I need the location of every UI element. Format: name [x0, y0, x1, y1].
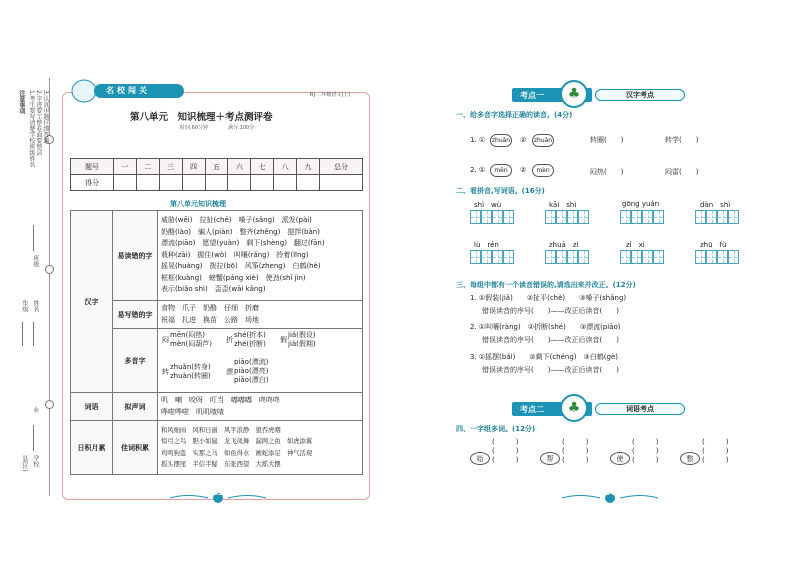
q2-pinyin: zhuā zi — [549, 241, 579, 249]
easy-read-line: 漂流(piāo) 愿望(yuàn) 剩下(shèng) 翻过(fān) — [161, 239, 325, 248]
q1-choice[interactable]: zhuǎn — [490, 134, 512, 147]
onomato-content — [158, 393, 363, 421]
q2-pinyin: kāi shì — [549, 201, 577, 209]
easy-read-line: 摇晃(huàng) 拨拉(bō) 风筝(zheng) 白鹤(hè) — [161, 262, 321, 271]
onomato-line: 叽 喇 咬呀 叮当 嘟嘟嘟 咚咚咚 — [161, 396, 280, 405]
jia-line: 鸡鸣狗盗 实那之马 如鱼得水 画蛇添足 神气活现 — [161, 449, 313, 457]
easy-read-line: 威胁(wēi) 拉扯(chě) 嗓子(sǎng) 派发(pài) — [161, 215, 312, 224]
logo-text: 名校闯关 — [106, 86, 150, 95]
q2-pinyin: dàn shì — [700, 201, 731, 209]
score-cell[interactable] — [297, 175, 320, 191]
jia-line: 和风细雨 风和日丽 风平浪静 狼吞虎咽 — [161, 426, 281, 434]
poly-reading: piǎo(漂白) — [234, 376, 269, 385]
q1-word: 转圈( ) — [590, 136, 624, 144]
polyphone-content — [158, 329, 363, 393]
jia-line: 摇头摆尾 半信半疑 东张西望 大摇大摆 — [161, 461, 281, 469]
poly-reading: shé(折本) — [234, 331, 266, 340]
tree-icon: ♣ — [560, 394, 588, 422]
q4-char: 使 — [610, 452, 630, 465]
q2-pinyin: zǐ xì — [626, 241, 645, 249]
poly-reading: piào(漂亮) — [234, 367, 269, 376]
poly-brace — [234, 331, 266, 349]
poly-brace — [288, 331, 316, 349]
township-field-label: 乡 — [31, 407, 39, 413]
score-header-cell: 题号 — [71, 159, 114, 175]
notice-title: 注意事项 — [17, 90, 25, 114]
question-3: 三、每组中都有一个读音错误的,请选出来并改正。(12分) — [456, 281, 636, 289]
notice-line: 1.考生要写清楚学校班级姓名 — [27, 90, 35, 168]
q2-pinyin: shì wù — [474, 201, 502, 209]
poly-reading: zhuǎn(转身) — [170, 363, 211, 372]
easy-read-content — [158, 211, 363, 301]
q4-blanks[interactable]: ( ) ( ) ( ) — [562, 438, 589, 464]
easy-write-content — [158, 301, 363, 329]
easy-write-line: 食物 爪子 奶酪 仔细 折磨 — [161, 304, 259, 312]
score-table — [70, 158, 363, 191]
poly-brace — [234, 358, 268, 385]
page-number: 54 — [605, 489, 615, 497]
q4-char: 整 — [680, 452, 700, 465]
score-cell[interactable] — [159, 175, 182, 191]
q1-choice[interactable]: mèn — [532, 164, 554, 177]
easy-read-line: 框框(kuàng) 螃蟹(páng xiè) 使劲(shǐ jìn) — [161, 273, 306, 282]
q1-row2-label: 2. ① — [470, 166, 486, 174]
q1-row1-label: 1. ① — [470, 136, 486, 144]
knowledge-table — [70, 210, 363, 475]
score-header-cell: 六 — [228, 159, 251, 175]
score-header-cell: 八 — [274, 159, 297, 175]
binding-hole — [45, 400, 54, 409]
section-title: 第八单元知识梳理 — [170, 200, 226, 208]
q2-grid[interactable] — [545, 210, 589, 224]
poly-reading: piāo(漂流) — [234, 358, 269, 367]
easy-write-label: 易写错的字 — [113, 301, 158, 329]
score-cell[interactable] — [274, 175, 297, 191]
q2-grid[interactable] — [620, 250, 664, 264]
q2-pinyin: gōng yuán — [622, 200, 660, 208]
poly-reading: zhuàn(转圈) — [170, 372, 211, 381]
easy-read-line: 奶酪(lào) 骗人(piàn) 整齐(zhěng) 提拌(bàn) — [161, 227, 320, 236]
county-field-label: 县(区) — [20, 455, 28, 472]
score-header-cell: 九 — [297, 159, 320, 175]
q1-word: 转学( ) — [665, 136, 699, 144]
onomato-line: 哗啦哗啦 叽叽喳喳 — [161, 407, 224, 416]
score-cell[interactable] — [228, 175, 251, 191]
jia-line: 惊弓之鸟 胆小如鼠 龙飞凤舞 漏网之鱼 如虎添翼 — [161, 438, 313, 446]
kaodian-2-title: 词语考点 — [595, 403, 685, 415]
q3-group: 2. ①叫嚷(ràng) ②折断(shé) ③漂流(piāo) — [470, 323, 621, 331]
q2-grid[interactable] — [620, 210, 664, 224]
score-cell[interactable] — [205, 175, 228, 191]
easy-read-line: 表示(biǎo shì) 歪歪(wāi kǎng) — [161, 285, 266, 294]
logo — [70, 78, 188, 104]
poly-reading: mèn(闷葫芦) — [170, 340, 213, 349]
q4-blanks[interactable]: ( ) ( ) ( ) — [492, 438, 519, 464]
poly-char: 转 — [162, 368, 169, 377]
q1-word: 闷热( ) — [590, 168, 624, 176]
q2-grid[interactable] — [695, 250, 739, 264]
score-header-cell: 七 — [251, 159, 274, 175]
q1-choice-num: ② — [520, 136, 527, 144]
grade-field-line[interactable] — [22, 322, 23, 346]
score-header-cell: 一 — [113, 159, 136, 175]
poly-char: 闷 — [162, 336, 169, 345]
ciyu-label: 词语 — [71, 393, 113, 421]
q4-blanks[interactable]: ( ) ( ) ( ) — [702, 438, 729, 464]
school-field-label: 学校 — [31, 455, 39, 467]
score-cell[interactable] — [182, 175, 205, 191]
q4-char: 帮 — [540, 452, 560, 465]
name-field-label: 姓名 — [31, 300, 39, 312]
q3-group: 3. ①摇摆(bǎi) ②剩下(chéng) ③白鹤(gè) — [470, 353, 619, 361]
poly-reading: jià(假期) — [288, 340, 316, 349]
poly-char: 假 — [280, 336, 287, 345]
score-header-cell: 四 — [182, 159, 205, 175]
q4-char: 始 — [470, 452, 490, 465]
kaodian-1-tab: 考点一 — [512, 88, 592, 102]
poly-brace — [170, 363, 211, 381]
easy-write-line: 祝福 扎进 换苗 公路 场地 — [161, 315, 259, 324]
poly-char: 漂 — [226, 368, 233, 377]
poly-reading: jiǎ(假设) — [288, 331, 316, 340]
jia-content — [158, 421, 363, 475]
easy-read-line: 栽种(zāi) 握住(wò) 叫嚷(rǎng) 拎着(līng) — [161, 250, 309, 259]
q3-answer-line[interactable]: 错误读音的序号( )——改正后读音( ) — [482, 336, 619, 344]
score-header-cell: 五 — [205, 159, 228, 175]
score-cell[interactable] — [319, 175, 362, 191]
binding-hole — [45, 265, 54, 274]
class-field-label: 班级 — [31, 255, 39, 267]
score-row-label: 得分 — [71, 175, 114, 191]
page-number: 53 — [213, 489, 223, 497]
score-cell[interactable] — [251, 175, 274, 191]
kaodian-1-title: 汉字考点 — [595, 89, 685, 101]
score-cell[interactable] — [136, 175, 159, 191]
school-field-line[interactable] — [33, 425, 34, 451]
q1-choice[interactable]: mēn — [490, 164, 512, 177]
jilei-label: 日积月累 — [71, 421, 113, 475]
question-1: 一、给多音字选择正确的读音。(4分) — [456, 111, 573, 119]
score-header-cell: 二 — [136, 159, 159, 175]
q2-grid[interactable] — [545, 250, 589, 264]
jia-label: 佳词积累 — [113, 421, 158, 475]
kaodian-2-tab: 考点二 — [512, 402, 592, 416]
q1-choice-num: ② — [520, 166, 527, 174]
class-field-line[interactable] — [33, 225, 34, 251]
poly-brace — [170, 331, 212, 349]
q2-grid[interactable] — [695, 210, 739, 224]
easy-read-label: 易读错的字 — [113, 211, 158, 301]
poly-reading: mēn(闷热) — [170, 331, 206, 340]
score-header-cell: 总分 — [319, 159, 362, 175]
poly-char: 折 — [226, 336, 233, 345]
onomato-label: 拟声词 — [113, 393, 158, 421]
tree-icon: ♣ — [560, 80, 588, 108]
page-title: 第八单元 知识梳理＋考点测评卷 — [130, 112, 273, 123]
score-header-cell: 三 — [159, 159, 182, 175]
q2-grid[interactable] — [470, 250, 514, 264]
notice-line: 2.字迹要工整卷面要整洁 — [34, 90, 42, 156]
polyphone-label: 多音字 — [113, 329, 158, 393]
series-label: RJ·二年级语文(上) — [310, 92, 351, 98]
q4-blanks[interactable]: ( ) ( ) ( ) — [632, 438, 659, 464]
name-field-line[interactable] — [33, 322, 34, 346]
time-label: 时间:60分钟 — [180, 125, 209, 131]
notice-line: 3.认真审题仔细答题 — [41, 90, 49, 144]
q3-answer-line[interactable]: 错误读音的序号( )——改正后读音( ) — [482, 366, 619, 374]
score-cell[interactable] — [113, 175, 136, 191]
q2-pinyin: lù rén — [474, 241, 499, 249]
q2-pinyin: zhū fù — [700, 241, 727, 249]
grade-field-label: 年级 — [20, 300, 28, 312]
full-score-label: 满分:100分 — [228, 125, 255, 131]
q3-group: 1. ①假装(jiǎ) ②扯平(chě) ③嗓子(shǎng) — [470, 294, 627, 302]
q1-choice[interactable]: zhuàn — [532, 134, 554, 147]
q3-answer-line[interactable]: 错误读音的序号( )——改正后读音( ) — [482, 307, 619, 315]
q2-grid[interactable] — [470, 210, 514, 224]
question-2: 二、看拼音,写词语。(16分) — [456, 187, 545, 195]
hanzi-label: 汉字 — [71, 211, 113, 393]
poly-reading: zhé(折断) — [234, 340, 266, 349]
q1-word: 闷雷( ) — [665, 168, 699, 176]
question-4: 四、一字组多词。(12分) — [456, 425, 536, 433]
